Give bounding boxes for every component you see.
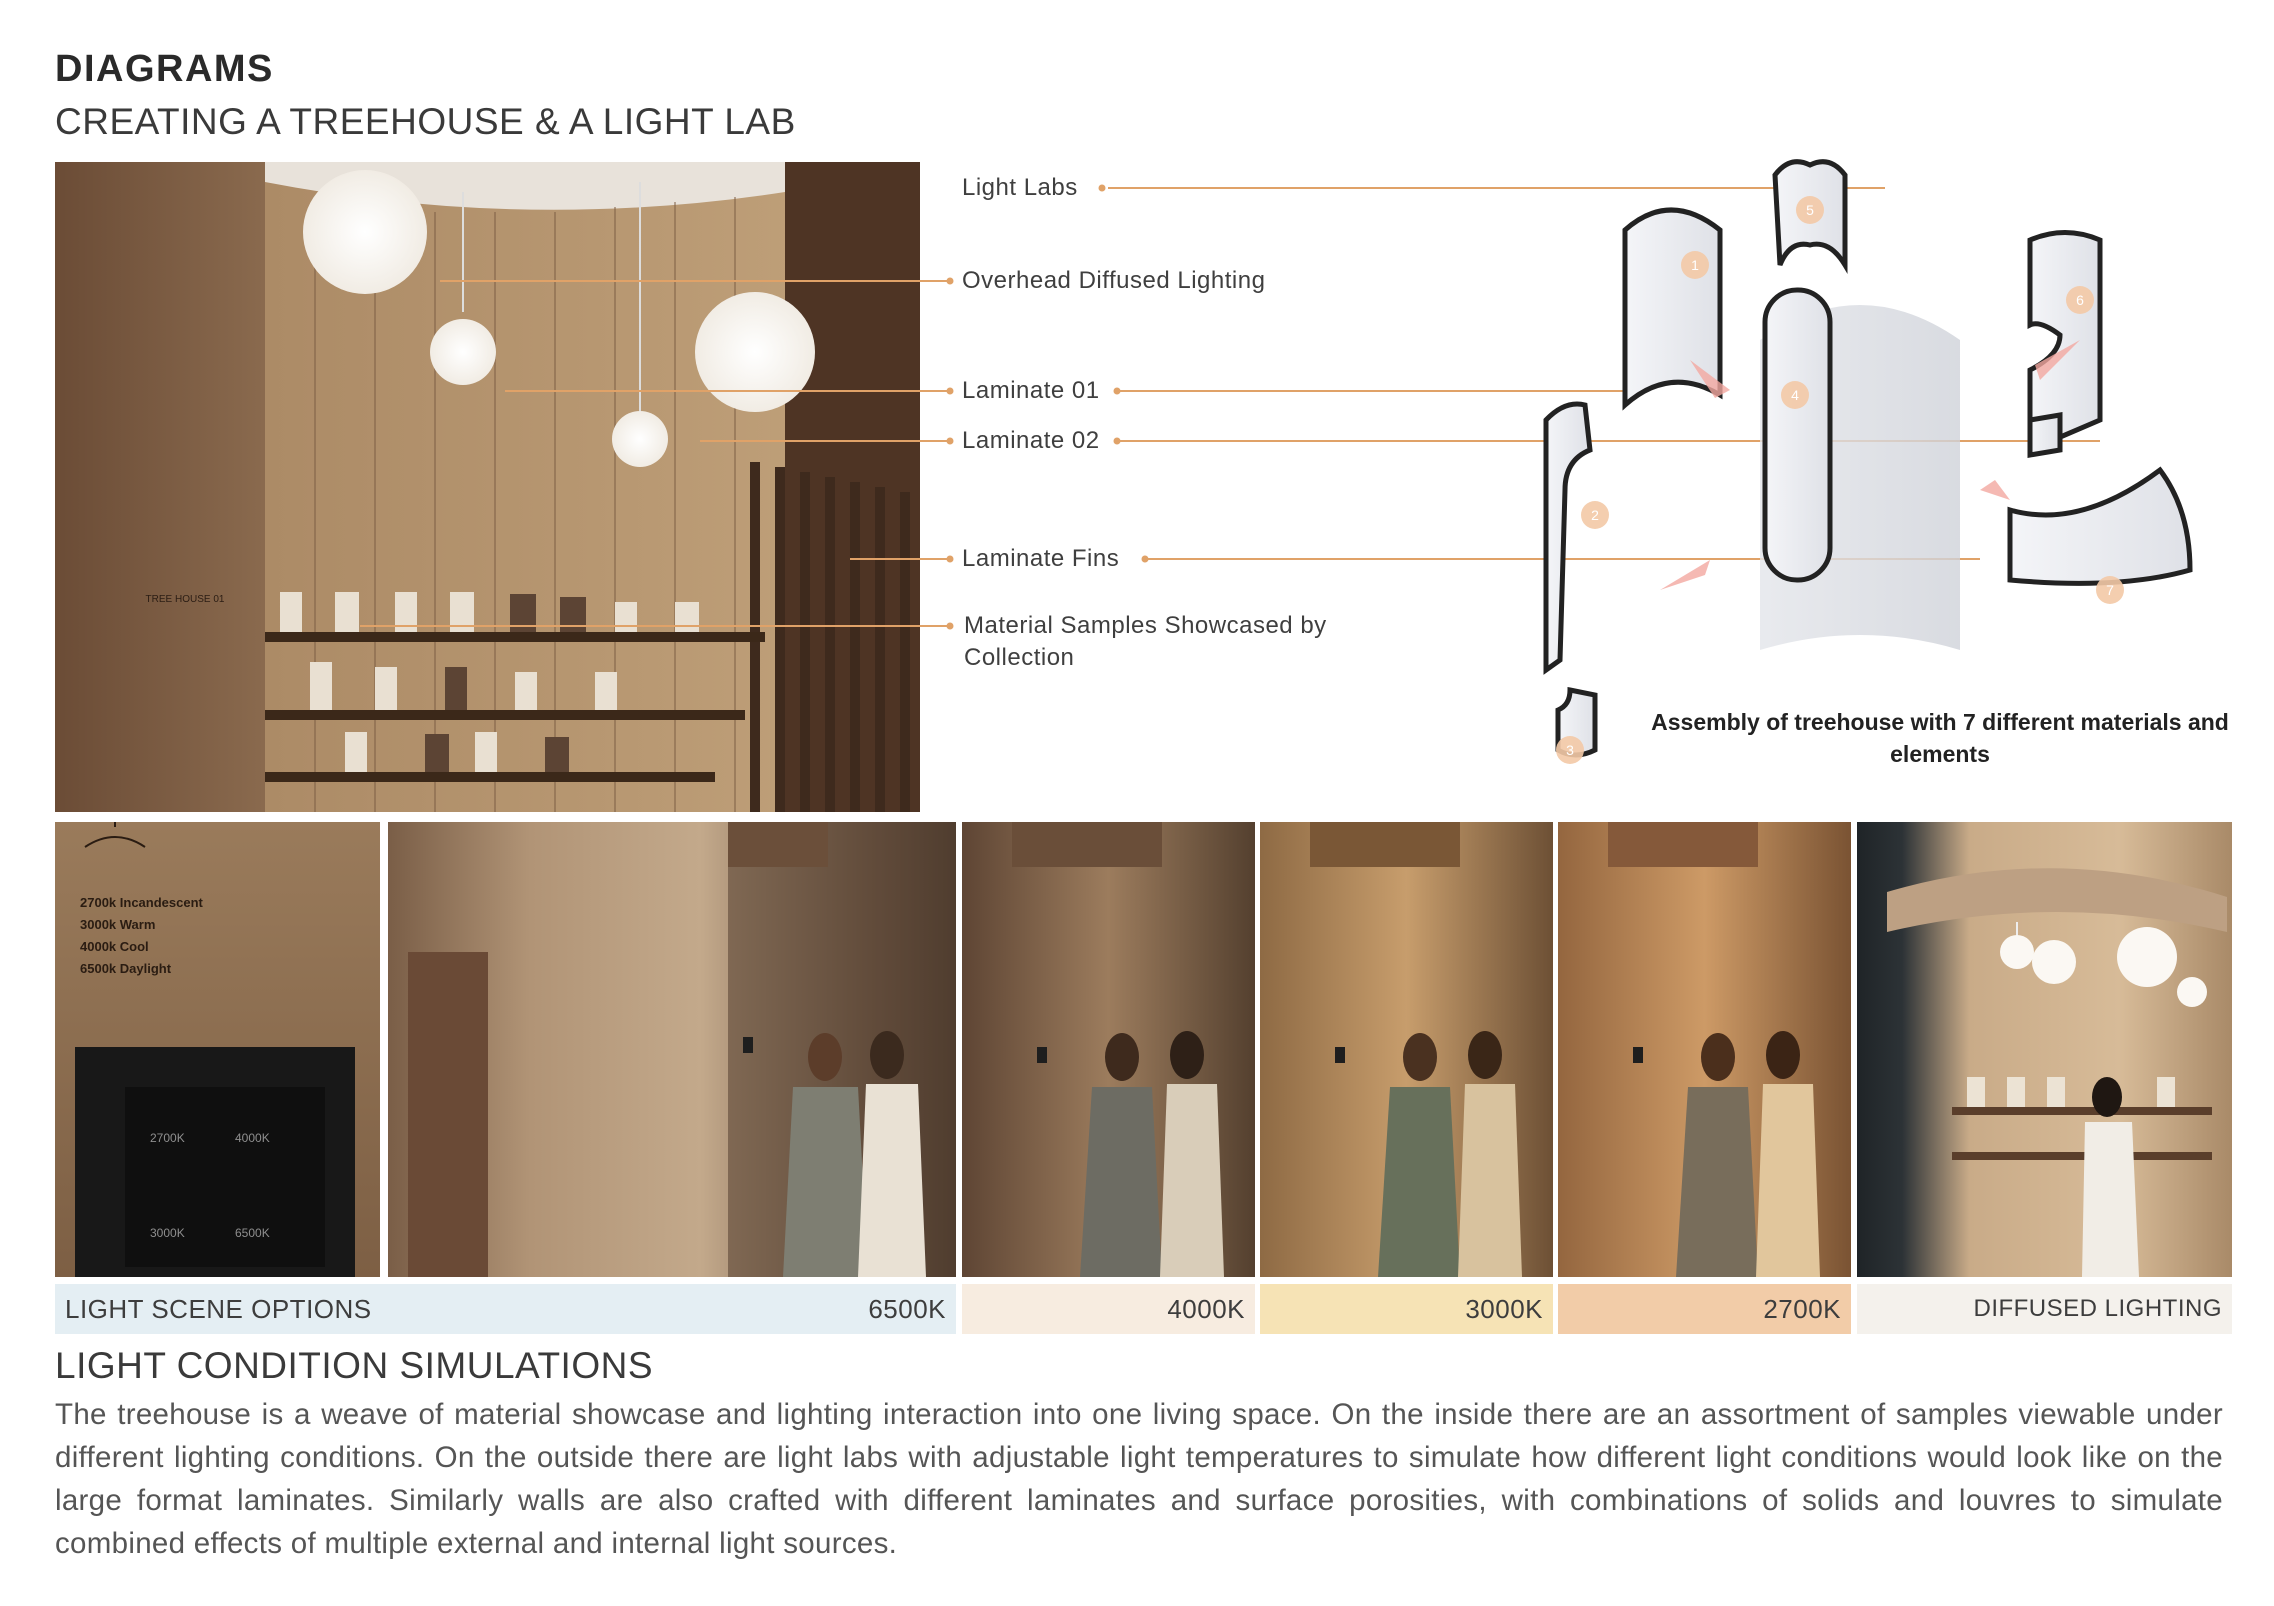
option-2700k: 2700K [1763,1294,1841,1324]
panel-button-2700k: 2700K [150,1131,185,1145]
element-number-3: 3 [1566,742,1574,758]
callout-material-samples: Material Samples Showcased by Collection [964,612,1327,671]
diffused-scene-illustration [1857,822,2232,1277]
panel-button-4000k: 4000K [235,1131,270,1145]
light-scene-bar-3000k [1260,1284,1553,1334]
element-number-5: 5 [1806,202,1814,218]
light-scene-bar-6500k [55,1284,956,1334]
callout-laminate-fins: Laminate Fins [962,545,1120,572]
element-number-1: 1 [1691,257,1699,273]
assembly-caption: Assembly of treehouse with 7 different materials and elements [1651,709,2229,767]
panel-button-3000k: 3000K [150,1226,185,1240]
option-6500k: 6500K [868,1294,946,1324]
figures-illustration-2700k [1558,822,1851,1277]
treehouse-interior-photo [55,162,920,812]
element-number-4: 4 [1791,387,1799,403]
exploded-assembly-diagram [1540,150,2240,790]
option-3000k: 3000K [1465,1294,1543,1324]
element-number-7: 7 [2106,582,2114,598]
light-scene-bar-4000k [962,1284,1255,1334]
callout-laminate-02: Laminate 02 [962,427,1100,454]
callout-overhead-lighting: Overhead Diffused Lighting [962,267,1266,294]
light-scene-bar-2700k [1558,1284,1851,1334]
element-number-6: 6 [2076,292,2084,308]
callout-laminate-01: Laminate 01 [962,377,1100,404]
scene-4000k-photo [962,822,1255,1277]
sign-line-4: 6500k Daylight [80,961,172,976]
figures-illustration [388,822,956,1277]
light-control-panel-illustration [55,822,380,1277]
sign-line-1: 2700k Incandescent [80,895,203,910]
scene-3000k-photo [1260,822,1553,1277]
sign-line-3: 4000k Cool [80,939,149,954]
sign-line-2: 3000k Warm [80,917,156,932]
figures-illustration-4000k [962,822,1255,1277]
scene-6500k-photo [388,822,956,1277]
page-subtitle: CREATING A TREEHOUSE & A LIGHT LAB [55,101,796,142]
tree-house-sign: TREE HOUSE 01 [145,594,225,605]
section-body: The treehouse is a weave of material showcase and lighting interaction into one living space. On the inside there are an assortment of samples viewable under different lighting conditions. On the outside there are light labs with adjustable light temperatures to simulate how different light conditions would look like on the large format laminates. Similarly walls are also crafted with different laminates and surface porosities, with combinations of solids and louvres to simulate combined effects of multiple external and internal light sources. [55,1398,2223,1560]
page-title: DIAGRAMS [55,48,274,90]
callout-light-labs: Light Labs [962,174,1078,201]
element-number-2: 2 [1591,507,1599,523]
treehouse-interior-illustration [55,162,920,812]
light-scene-options-label: LIGHT SCENE OPTIONS [65,1294,372,1324]
option-4000k: 4000K [1167,1294,1245,1324]
section-title: LIGHT CONDITION SIMULATIONS [55,1345,654,1386]
option-diffused-lighting: DIFFUSED LIGHTING [1973,1295,2222,1322]
scene-diffused-photo [1857,822,2232,1277]
light-scene-panel-photo [55,822,380,1277]
figures-illustration-3000k [1260,822,1553,1277]
light-scene-bar-diffused [1857,1284,2232,1334]
panel-button-6500k: 6500K [235,1226,270,1240]
scene-2700k-photo [1558,822,1851,1277]
